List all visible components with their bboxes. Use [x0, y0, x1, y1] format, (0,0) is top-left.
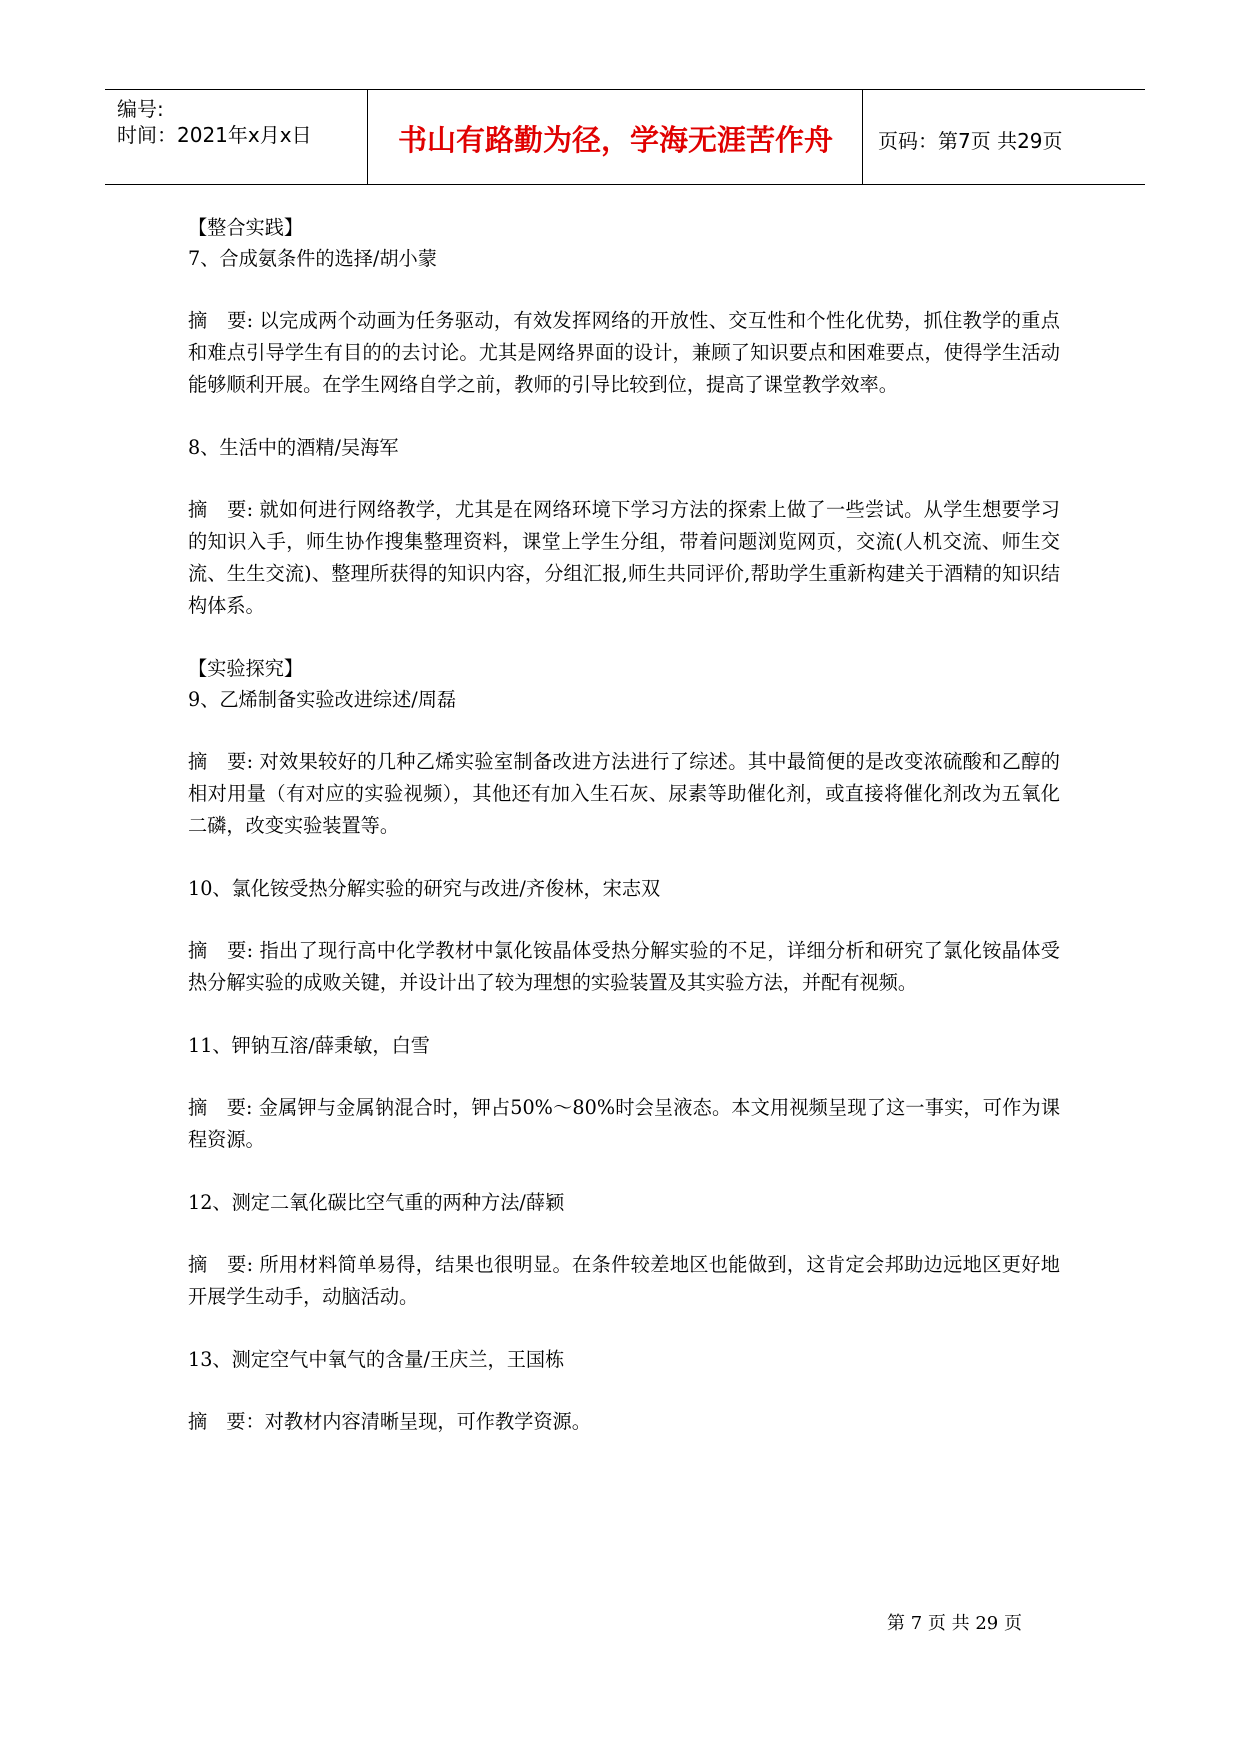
header-motto: 书山有路勤为径，学海无涯苦作舟 — [397, 123, 833, 157]
item-summary — [188, 746, 1060, 842]
page-header — [105, 89, 1145, 185]
summary-text: 就如何进行网络教学，尤其是在网络环境下学习方法的探索上做了一些尝试。从学生想要学习的知识入手，师生协作搜集整理资料，课堂上学生分组，带着问题浏览网页，交流(人机交流、师生交流、生生交流)、整理所获得的知识内容，分组汇报,师生共同评价,帮助学生重新构建关于酒精的知识结构体系。 — [188, 498, 1060, 617]
document-time-label: 时间：2021年x月x日 — [117, 123, 312, 147]
item-title: 9、乙烯制备实验改进综述/周磊 — [188, 688, 457, 711]
summary-text: 指出了现行高中化学教材中氯化铵晶体受热分解实验的不足，详细分析和研究了氯化铵晶体受热分解实验的成败关键，并设计出了较为理想的实验装置及其实验方法，并配有视频。 — [188, 939, 1060, 994]
header-page-cell — [864, 90, 1145, 184]
item-summary — [188, 1406, 1060, 1438]
item-title: 8、生活中的酒精/吴海军 — [188, 436, 399, 459]
item-summary — [188, 1092, 1060, 1156]
item-title: 13、测定空气中氧气的含量/王庆兰，王国栋 — [188, 1348, 565, 1371]
summary-text: 金属钾与金属钠混合时，钾占50%～80%时会呈液态。本文用视频呈现了这一事实，可作为课程资源。 — [188, 1096, 1061, 1151]
summary-label: 摘 要: — [188, 309, 254, 332]
item-title: 7、合成氨条件的选择/胡小蒙 — [188, 247, 437, 270]
summary-label: 摘 要: — [188, 750, 254, 773]
summary-text: 对效果较好的几种乙烯实验室制备改进方法进行了综述。其中最简便的是改变浓硫酸和乙醇的相对用量（有对应的实验视频），其他还有加入生石灰、尿素等助催化剂，或直接将催化剂改为五氧化二磷，改变实验装置等。 — [188, 750, 1060, 837]
summary-text: 以完成两个动画为任务驱动，有效发挥网络的开放性、交互性和个性化优势，抓住教学的重点和难点引导学生有目的的去讨论。尤其是网络界面的设计，兼顾了知识要点和困难要点，使得学生活动能够顺利开展。在学生网络自学之前，教师的引导比较到位，提高了课堂教学效率。 — [188, 309, 1060, 396]
item-summary — [188, 494, 1060, 622]
summary-label: 摘 要: — [188, 939, 254, 962]
document-body — [188, 212, 1060, 1438]
item-summary — [188, 935, 1060, 999]
item-summary — [188, 305, 1060, 401]
summary-label: 摘 要: — [188, 498, 254, 521]
section-heading: 【实验探究】 — [188, 657, 304, 680]
section-heading: 【整合实践】 — [188, 216, 304, 239]
header-meta-cell — [105, 90, 368, 184]
header-motto-cell — [369, 90, 863, 184]
summary-label: 摘 要： — [188, 1410, 265, 1433]
summary-label: 摘 要: — [188, 1096, 253, 1119]
document-number-label: 编号: — [117, 97, 164, 121]
summary-text: 对教材内容清晰呈现，可作教学资源。 — [264, 1410, 591, 1433]
item-summary — [188, 1249, 1060, 1313]
item-title: 11、钾钠互溶/薛秉敏，白雪 — [188, 1034, 430, 1057]
summary-label: 摘 要: — [188, 1253, 254, 1276]
item-title: 10、氯化铵受热分解实验的研究与改进/齐俊林，宋志双 — [188, 877, 661, 900]
page-footer: 第 7 页 共 29 页 — [887, 1613, 1022, 1634]
summary-text: 所用材料简单易得，结果也很明显。在条件较差地区也能做到，这肯定会邦助边远地区更好地开展学生动手，动脑活动。 — [188, 1253, 1060, 1308]
item-title: 12、测定二氧化碳比空气重的两种方法/薛颖 — [188, 1191, 565, 1214]
header-page-info: 页码：第7页 共29页 — [878, 129, 1063, 153]
